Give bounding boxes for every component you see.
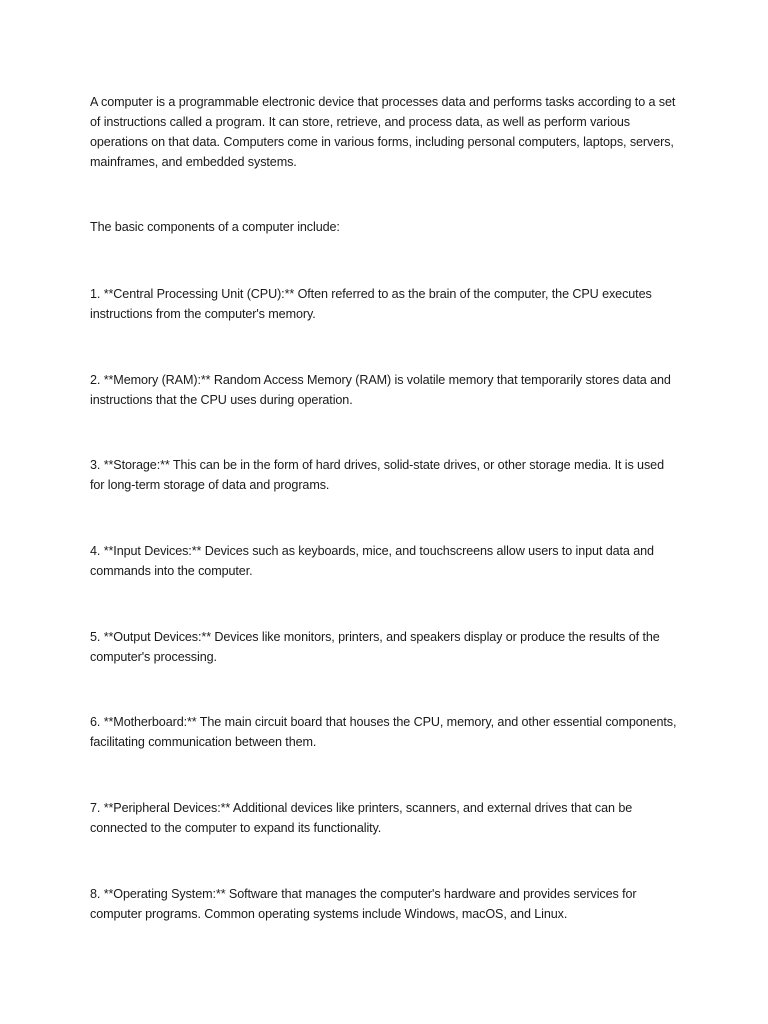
list-item-motherboard: 6. **Motherboard:** The main circuit board that houses the CPU, memory, and other essential components, facilitating communication between them. <box>90 715 677 749</box>
list-item-input-devices: 4. **Input Devices:** Devices such as keyboards, mice, and touchscreens allow users to input data and commands into the computer. <box>90 544 654 578</box>
list-item-storage: 3. **Storage:** This can be in the form of hard drives, solid-state drives, or other storage media. It is used for long-term storage of data and programs. <box>90 458 664 492</box>
intro-paragraph: A computer is a programmable electronic device that processes data and performs tasks according to a set of instructions called a program. It can store, retrieve, and process data, as well as perform various operations on that data. Computers come in various forms, including personal computers, laptops, servers, mainframes, and embedded systems. <box>90 95 676 169</box>
list-item-output-devices: 5. **Output Devices:** Devices like monitors, printers, and speakers display or produce the results of the computer's processing. <box>90 630 660 664</box>
list-item-memory: 2. **Memory (RAM):** Random Access Memory (RAM) is volatile memory that temporarily stores data and instructions that the CPU uses during operation. <box>90 373 671 407</box>
list-item-cpu: 1. **Central Processing Unit (CPU):** Often referred to as the brain of the computer, the CPU executes instructions from the computer's memory. <box>90 287 652 321</box>
list-item-operating-system: 8. **Operating System:** Software that manages the computer's hardware and provides services for computer programs. Common operating systems include Windows, macOS, and Linux. <box>90 887 637 921</box>
components-heading: The basic components of a computer include: <box>90 220 340 234</box>
list-item-peripheral-devices: 7. **Peripheral Devices:** Additional devices like printers, scanners, and external drives that can be connected to the computer to expand its functionality. <box>90 801 633 835</box>
